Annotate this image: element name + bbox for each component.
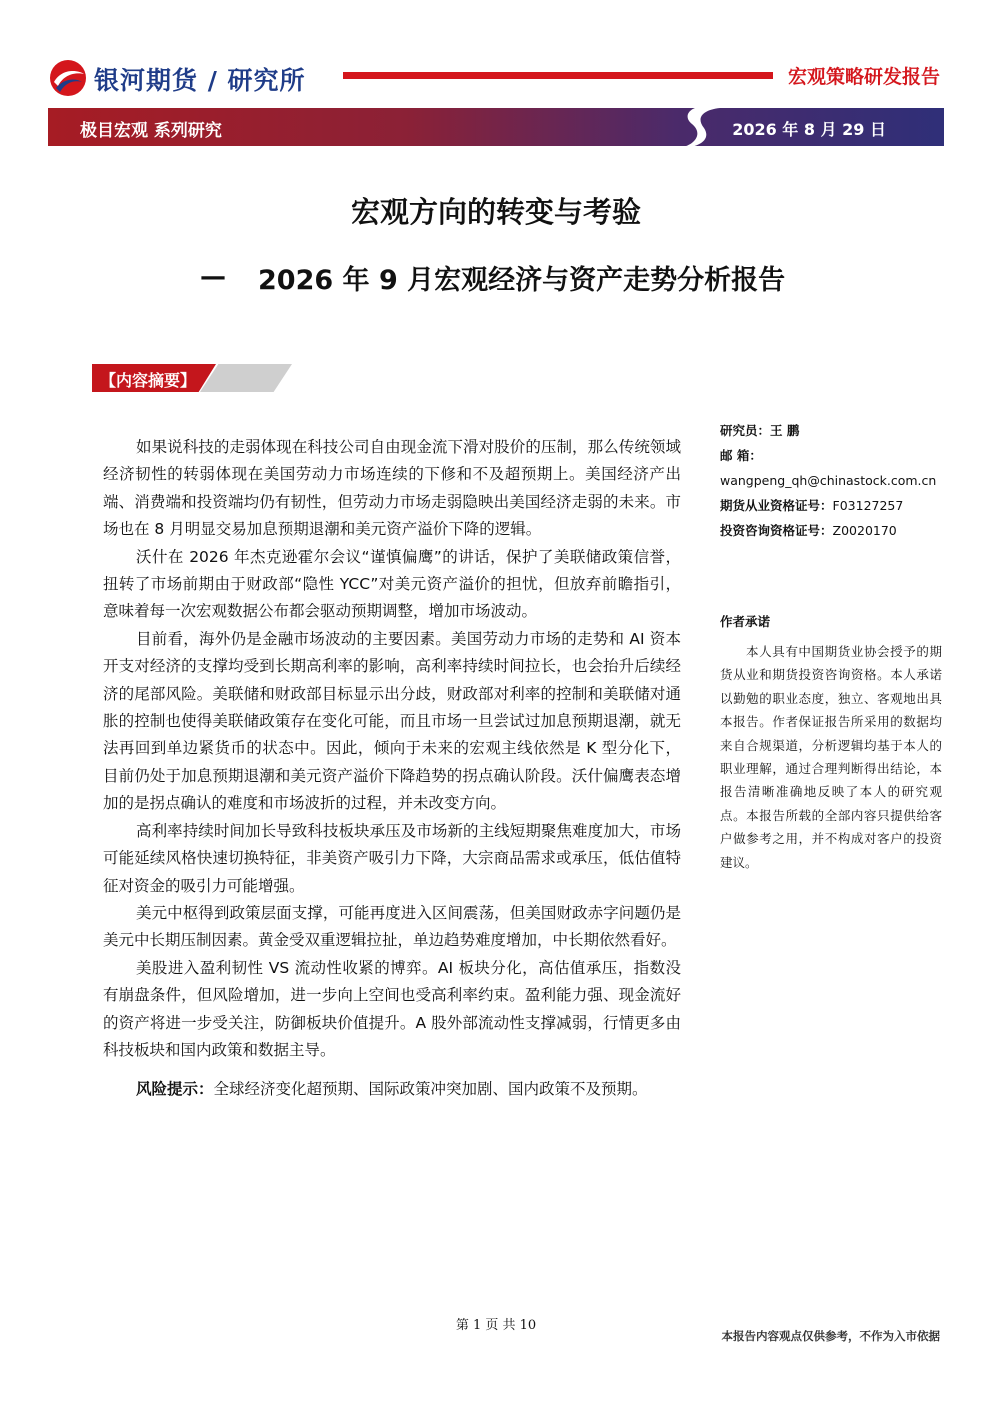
summary-paragraph: 沃什在 2026 年杰克逊霍尔会议“谨慎偏鹰”的讲话，保护了美联储政策信誉，扭转了市场前期由于财政部“隐性 YCC”对美元资产溢价的担忧，但放弃前瞻指引，意味着每一次宏观数据公布都会驱动预期调整，增加市场波动。: [103, 547, 681, 621]
author-promise-text: 本人具有中国期货业协会授予的期货从业和期货投资咨询资格。本人承诺以勤勉的职业态度，独立、客观地出具本报告。作者保证报告所采用的数据均来自合规渠道，分析逻辑均基于本人的职业理解，通过合理判断得出结论，本报告清晰准确地反映了本人的研究观点。本报告所载的全部内容只提供给客户做参考之用，并不构成对客户的投资建议。: [720, 644, 942, 870]
summary-paragraph: 高利率持续时间加长导致科技板块承压及市场新的主线短期聚焦难度加大，市场可能延续风格快速切换特征，非美资产吸引力下降，大宗商品需求或承压，低估值特征对资金的吸引力可能增强。: [103, 821, 681, 895]
summary-tag-label: 【内容摘要】: [100, 371, 197, 390]
series-banner: [48, 108, 944, 146]
summary-paragraph: 美元中枢得到政策层面支撑，可能再度进入区间震荡，但美国财政赤字问题仍是美元中长期压制因素。黄金受双重逻辑拉扯，单边趋势难度增加，中长期依然看好。: [103, 903, 681, 950]
invest-cert-row: [720, 518, 942, 543]
swoosh-icon: [668, 102, 728, 152]
researcher-row: [720, 418, 942, 443]
footer-disclaimer: 本报告内容观点仅供参考，不作为入市依据: [721, 1329, 940, 1343]
page-number: 第 1 页 共 10: [455, 1318, 537, 1333]
summary-paragraph: 如果说科技的走弱体现在科技公司自由现金流下滑对股价的压制，那么传统领域经济韧性的转弱体现在美国劳动力市场连续的下修和不及超预期上。美国经济产出端、消费端和投资端均仍有韧性，但劳动力市场走弱隐映出美国经济走弱的未来。市场也在 8 月明显交易加息预期退潮和美元资产溢价下降的逻辑。: [103, 438, 681, 539]
page-subtitle: 2026 年 9 月宏观经济与资产走势分析报告: [258, 265, 786, 296]
author-sidebar: [720, 418, 942, 874]
page-title: 宏观方向的转变与考验: [350, 195, 641, 229]
invest-cert-label: 投资咨询资格证号：: [720, 523, 833, 538]
brand-logo: [48, 58, 328, 98]
summary-paragraph: 目前看，海外仍是金融市场波动的主要因素。美国劳动力市场的走势和 AI 资本开支对经济的支撑均受到长期高利率的影响，高利率持续时间拉长，也会抬升后续经济的尾部风险。美联储和财政部目标显示出分歧，财政部对利率的控制和美联储对通胀的控制也使得美联储政策存在变化可能，而且市场一旦尝试过加息预期退潮，就无法再回到单边紧货币的状态中。因此，倾向于未来的宏观主线依然是 K 型分化下，目前仍处于加息预期退潮和美元资产溢价下降趋势的拐点确认阶段。沃什偏鹰表态增加的是拐点确认的难度和市场波折的过程，并未改变方向。: [103, 629, 681, 813]
header-rule: [343, 72, 773, 79]
email-address[interactable]: wangpeng_qh@chinastock.com.cn: [720, 473, 937, 488]
summary-paragraph: 美股进入盈利韧性 VS 流动性收紧的博弈。AI 板块分化，高估值承压，指数没有崩盘条件，但风险增加，进一步向上空间也受高利率约束。盈利能力强、现金流好的资产将进一步受关注，防御板块价值提升。A 股外部流动性支撑减弱，行情更多由科技板块和国内政策和数据主导。: [103, 958, 681, 1059]
report-type: 宏观策略研发报告: [788, 66, 941, 88]
author-promise-title: 作者承诺: [720, 614, 771, 629]
futures-cert-value: F03127257: [832, 498, 904, 513]
summary-tag-shadow: [200, 364, 292, 392]
series-name: 极目宏观 系列研究: [80, 121, 222, 141]
report-date: 2026 年 8 月 29 日: [732, 120, 886, 139]
email-row: [720, 443, 942, 468]
summary-body: [103, 434, 681, 1103]
brand-name: 银河期货 / 研究所: [94, 66, 306, 95]
subtitle-dash: —: [200, 262, 226, 292]
futures-cert-row: [720, 493, 942, 518]
risk-warning: [103, 1076, 681, 1103]
email-label: 邮 箱：: [720, 448, 762, 463]
researcher-name: 王 鹏: [770, 423, 800, 438]
futures-cert-label: 期货从业资格证号：: [720, 498, 833, 513]
risk-label: 风险提示：: [136, 1080, 214, 1099]
invest-cert-value: Z0020170: [832, 523, 897, 538]
risk-text: 全球经济变化超预期、国际政策冲突加剧、国内政策不及预期。: [213, 1080, 648, 1099]
galaxy-logo-icon: [48, 58, 88, 98]
researcher-label: 研究员：: [720, 423, 771, 438]
